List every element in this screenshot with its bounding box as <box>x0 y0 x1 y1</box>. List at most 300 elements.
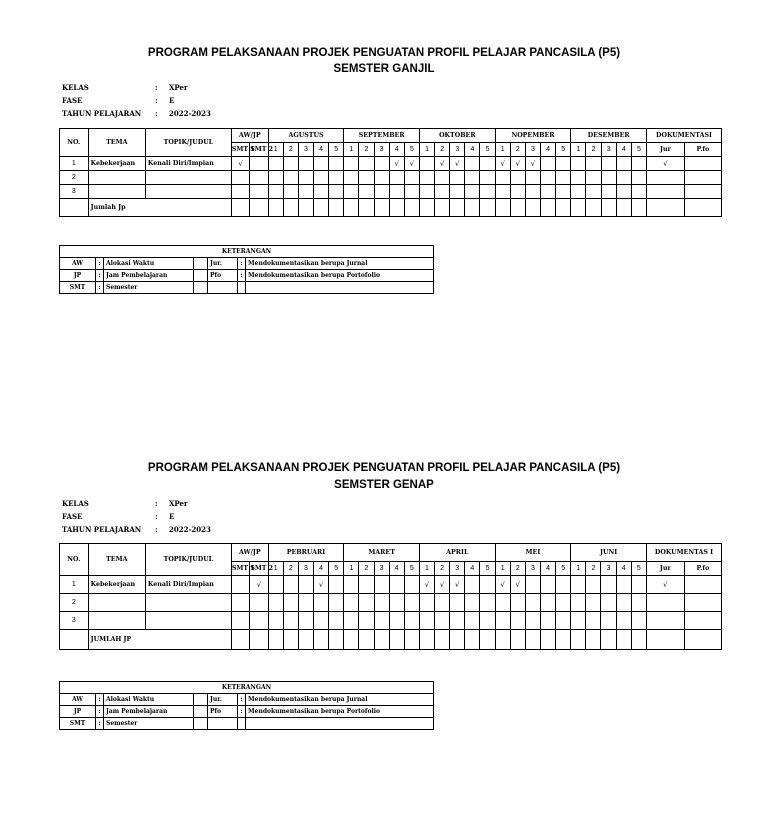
table-row <box>60 157 722 171</box>
row-week-check <box>344 171 359 185</box>
info-row <box>62 107 211 120</box>
header-week: 4 <box>389 143 404 157</box>
row-week-check <box>359 185 374 199</box>
row-week-check <box>631 171 646 185</box>
row-week-check <box>616 185 631 199</box>
row-smt2 <box>250 171 268 185</box>
keterangan-desc: Jam Pembelajaran <box>104 270 194 282</box>
info-block <box>62 81 211 120</box>
row-week-check <box>389 612 404 630</box>
header-week: 5 <box>480 143 495 157</box>
header-week: 2 <box>510 143 525 157</box>
row-week-check <box>314 594 329 612</box>
row-smt2 <box>250 157 268 171</box>
row-jur <box>646 594 684 612</box>
total-cell <box>525 199 540 217</box>
total-cell <box>465 199 480 217</box>
row-week-check <box>465 612 480 630</box>
total-cell <box>571 199 586 217</box>
header-week: 2 <box>435 562 450 576</box>
row-week-check <box>374 185 389 199</box>
total-blank <box>60 630 89 650</box>
info-value: E <box>169 96 175 105</box>
row-week-check <box>450 612 465 630</box>
total-cell <box>435 630 450 650</box>
keterangan-desc2: Mendokumentasikan berupa Jurnal <box>246 694 434 706</box>
row-week-check: √ <box>525 157 540 171</box>
header-week: 5 <box>631 143 646 157</box>
total-blank <box>60 199 89 217</box>
total-cell <box>389 199 404 217</box>
total-cell <box>684 630 721 650</box>
header-week: 4 <box>389 562 404 576</box>
row-week-check <box>344 576 359 594</box>
total-label: Jumlah Jp <box>88 199 231 217</box>
header-dokumentasi: DOKUMENTAS I <box>646 544 721 562</box>
keterangan-abbr: AW <box>60 694 96 706</box>
header-week: 1 <box>419 143 434 157</box>
row-week-check <box>419 185 434 199</box>
row-topik: Kenali Diri/Impian <box>145 576 231 594</box>
header-week: 5 <box>404 143 419 157</box>
row-week-check <box>450 171 465 185</box>
total-row <box>60 199 722 217</box>
row-week-check <box>283 171 298 185</box>
row-week-check <box>314 171 329 185</box>
info-row <box>62 94 211 107</box>
info-row <box>62 523 211 536</box>
row-week-check <box>450 594 465 612</box>
row-week-check <box>435 612 450 630</box>
page-subtitle: SEMSTER GANJIL <box>333 63 435 75</box>
info-label: KELAS <box>62 83 89 92</box>
keterangan-colon: : <box>96 706 104 718</box>
row-week-check <box>556 157 571 171</box>
row-week-check <box>435 594 450 612</box>
info-row <box>62 510 211 523</box>
total-cell <box>601 630 616 650</box>
row-week-check <box>298 157 313 171</box>
header-week: 4 <box>465 562 480 576</box>
row-week-check <box>435 185 450 199</box>
total-cell <box>419 630 434 650</box>
table-row <box>60 171 722 185</box>
row-week-check <box>419 594 434 612</box>
row-week-check <box>541 157 556 171</box>
total-cell <box>329 199 344 217</box>
row-week-check <box>374 576 389 594</box>
info-value: XPer <box>169 83 188 92</box>
row-week-check <box>374 157 389 171</box>
header-week: 1 <box>571 143 586 157</box>
keterangan-desc2: Mendokumentasikan berupa Portofolio <box>246 706 434 718</box>
row-topik <box>145 185 231 199</box>
row-week-check <box>344 594 359 612</box>
keterangan-abbr: AW <box>60 258 96 270</box>
row-week-check <box>510 612 525 630</box>
keterangan-colon: : <box>96 282 104 294</box>
total-cell <box>480 199 495 217</box>
row-tema <box>88 612 145 630</box>
row-week-check <box>450 185 465 199</box>
keterangan-title: KETERANGAN <box>60 246 434 258</box>
header-smt2: SMT 2 <box>250 143 268 157</box>
row-week-check <box>329 612 344 630</box>
row-tema <box>88 594 145 612</box>
header-week: 3 <box>374 562 389 576</box>
row-pfo <box>684 576 721 594</box>
header-week: 5 <box>329 143 344 157</box>
keterangan-header <box>60 246 434 258</box>
header-week: 2 <box>359 562 374 576</box>
keterangan-row <box>60 258 434 270</box>
row-week-check <box>616 594 631 612</box>
row-week-check <box>601 576 616 594</box>
schedule-table <box>59 543 722 650</box>
row-week-check: √ <box>314 576 329 594</box>
header-smt1: SMT 1 <box>231 562 249 576</box>
info-row <box>62 81 211 94</box>
header-month: PEBRUARI <box>268 544 344 562</box>
row-week-check <box>404 576 419 594</box>
header-pfo: P.fo <box>684 143 721 157</box>
row-week-check <box>571 157 586 171</box>
total-label: JUMLAH JP <box>88 630 231 650</box>
row-week-check: √ <box>450 157 465 171</box>
row-week-check <box>510 594 525 612</box>
row-pfo <box>684 594 721 612</box>
keterangan-abbr: JP <box>60 270 96 282</box>
total-cell <box>541 199 556 217</box>
header-no: NO. <box>60 129 89 157</box>
row-week-check <box>359 612 374 630</box>
row-no: 1 <box>60 157 89 171</box>
keterangan-row <box>60 282 434 294</box>
header-smt1: SMT 1 <box>231 143 249 157</box>
total-cell <box>314 630 329 650</box>
row-jur: √ <box>647 157 685 171</box>
row-week-check <box>631 612 646 630</box>
row-week-check <box>268 612 283 630</box>
row-topik <box>145 171 231 185</box>
header-month: AGUSTUS <box>268 129 344 143</box>
total-cell <box>359 199 374 217</box>
row-week-check <box>283 576 298 594</box>
row-week-check <box>359 157 374 171</box>
row-week-check <box>601 612 616 630</box>
header-week: 4 <box>540 562 555 576</box>
row-week-check <box>571 171 586 185</box>
header-week: 5 <box>480 562 495 576</box>
total-cell <box>404 199 419 217</box>
table-row <box>60 185 722 199</box>
total-cell <box>616 199 631 217</box>
header-row <box>60 544 722 562</box>
total-cell <box>556 199 571 217</box>
total-cell <box>647 199 685 217</box>
row-smt1 <box>231 612 249 630</box>
header-week: 1 <box>419 562 434 576</box>
row-week-check <box>631 594 646 612</box>
row-no: 1 <box>60 576 89 594</box>
header-week: 2 <box>586 562 601 576</box>
keterangan-colon2 <box>238 282 246 294</box>
row-pfo <box>684 185 721 199</box>
header-week: 3 <box>601 143 616 157</box>
page-subtitle: SEMSTER GENAP <box>334 479 434 491</box>
info-label: FASE <box>62 512 83 521</box>
info-value: 2022-2023 <box>169 525 211 534</box>
row-week-check: √ <box>495 157 510 171</box>
total-cell <box>480 630 495 650</box>
row-week-check: √ <box>435 576 450 594</box>
keterangan-spacer <box>194 694 208 706</box>
keterangan-abbr2: Pfo <box>208 270 238 282</box>
row-week-check <box>359 576 374 594</box>
row-week-check: √ <box>450 576 465 594</box>
keterangan-row <box>60 694 434 706</box>
total-cell <box>510 199 525 217</box>
row-topik: Kenali Diri/Impian <box>145 157 231 171</box>
row-no: 3 <box>60 185 89 199</box>
header-week: 3 <box>298 143 313 157</box>
row-week-check: √ <box>404 157 419 171</box>
header-week: 3 <box>298 562 313 576</box>
row-week-check <box>586 157 601 171</box>
row-tema: Kebekerjaan <box>88 157 145 171</box>
total-cell <box>283 199 298 217</box>
total-cell <box>231 630 249 650</box>
keterangan-table <box>59 681 434 730</box>
total-cell <box>344 199 359 217</box>
header-topik: TOPIK/JUDUL <box>145 544 231 576</box>
row-week-check <box>404 171 419 185</box>
row-week-check <box>283 185 298 199</box>
row-week-check <box>329 157 344 171</box>
header-week: 3 <box>450 562 465 576</box>
row-week-check <box>525 594 540 612</box>
row-week-check <box>298 594 313 612</box>
info-value: 2022-2023 <box>169 109 211 118</box>
row-week-check <box>540 576 555 594</box>
row-week-check <box>556 594 571 612</box>
row-week-check <box>601 185 616 199</box>
row-tema <box>88 185 145 199</box>
row-week-check <box>268 157 283 171</box>
row-week-check: √ <box>495 576 510 594</box>
row-week-check <box>586 185 601 199</box>
header-week: 5 <box>404 562 419 576</box>
total-cell <box>631 199 646 217</box>
row-week-check <box>480 612 495 630</box>
row-week-check <box>329 594 344 612</box>
row-week-check <box>419 171 434 185</box>
row-week-check <box>556 185 571 199</box>
header-week: 2 <box>435 143 450 157</box>
keterangan-desc: Alokasi Waktu <box>104 258 194 270</box>
header-week: 4 <box>616 143 631 157</box>
row-week-check <box>540 612 555 630</box>
row-topik <box>145 594 231 612</box>
keterangan-row <box>60 718 434 730</box>
row-week-check <box>465 185 480 199</box>
row-week-check <box>616 157 631 171</box>
info-block <box>62 497 211 536</box>
total-cell <box>435 199 450 217</box>
header-topik: TOPIK/JUDUL <box>145 129 231 157</box>
row-smt1 <box>231 594 249 612</box>
total-cell <box>283 630 298 650</box>
total-cell <box>374 630 389 650</box>
row-week-check <box>601 171 616 185</box>
row-week-check <box>480 185 495 199</box>
header-week: 4 <box>541 143 556 157</box>
row-week-check <box>298 612 313 630</box>
row-jur: √ <box>646 576 684 594</box>
row-week-check <box>541 185 556 199</box>
page-title: PROGRAM PELAKSANAAN PROJEK PENGUATAN PROFIL PELAJAR PANCASILA (P5) <box>147 47 621 59</box>
keterangan-colon2: : <box>238 694 246 706</box>
schedule-table <box>59 128 722 217</box>
row-week-check <box>616 171 631 185</box>
row-week-check <box>601 594 616 612</box>
keterangan-abbr2 <box>208 282 238 294</box>
header-month: JUNI <box>571 544 647 562</box>
row-week-check <box>495 594 510 612</box>
header-week: 2 <box>510 562 525 576</box>
total-cell <box>586 630 601 650</box>
info-value: E <box>169 512 175 521</box>
header-month: SEPTEMBER <box>344 129 420 143</box>
row-tema: Kebekerjaan <box>88 576 145 594</box>
row-week-check <box>283 612 298 630</box>
row-week-check <box>480 157 495 171</box>
header-week: 1 <box>344 143 359 157</box>
row-week-check <box>404 594 419 612</box>
keterangan-abbr: SMT <box>60 282 96 294</box>
row-jur <box>647 185 685 199</box>
keterangan-spacer <box>194 718 208 730</box>
header-awjp: AW/JP <box>231 129 268 143</box>
total-cell <box>525 630 540 650</box>
header-week: 3 <box>525 143 540 157</box>
row-week-check <box>571 185 586 199</box>
keterangan-spacer <box>194 270 208 282</box>
keterangan-desc2: Mendokumentasikan berupa Jurnal <box>246 258 434 270</box>
row-jur <box>647 171 685 185</box>
total-cell <box>314 199 329 217</box>
row-topik <box>145 612 231 630</box>
row-week-check <box>571 576 586 594</box>
keterangan-desc2 <box>246 282 434 294</box>
info-label: TAHUN PELAJARAN <box>62 525 142 534</box>
row-week-check <box>556 612 571 630</box>
total-cell <box>404 630 419 650</box>
keterangan-colon2 <box>238 718 246 730</box>
row-week-check <box>389 594 404 612</box>
page-title: PROGRAM PELAKSANAAN PROJEK PENGUATAN PROFIL PELAJAR PANCASILA (P5) <box>147 462 621 474</box>
row-smt1: √ <box>231 157 249 171</box>
keterangan-abbr2: Jur. <box>208 258 238 270</box>
keterangan-spacer <box>194 282 208 294</box>
row-week-check <box>344 157 359 171</box>
row-week-check <box>419 157 434 171</box>
keterangan-colon: : <box>96 270 104 282</box>
row-week-check <box>404 185 419 199</box>
row-week-check <box>329 576 344 594</box>
total-cell <box>389 630 404 650</box>
row-tema <box>88 171 145 185</box>
total-cell <box>495 630 510 650</box>
total-cell <box>298 199 313 217</box>
total-cell <box>571 630 586 650</box>
row-week-check <box>329 171 344 185</box>
row-week-check <box>344 612 359 630</box>
row-week-check <box>268 171 283 185</box>
row-no: 2 <box>60 594 89 612</box>
row-week-check <box>465 171 480 185</box>
row-week-check <box>480 576 495 594</box>
header-week: 5 <box>329 562 344 576</box>
keterangan-colon2: : <box>238 258 246 270</box>
row-week-check <box>510 171 525 185</box>
total-cell <box>495 199 510 217</box>
info-colon: : <box>155 83 158 92</box>
row-week-check <box>283 157 298 171</box>
header-week: 1 <box>344 562 359 576</box>
header-week: 1 <box>268 143 283 157</box>
keterangan-abbr2: Pfo <box>208 706 238 718</box>
keterangan-abbr2: Jur. <box>208 694 238 706</box>
row-week-check <box>571 612 586 630</box>
total-cell <box>616 630 631 650</box>
header-week: 4 <box>616 562 631 576</box>
header-week: 2 <box>359 143 374 157</box>
row-week-check <box>389 576 404 594</box>
info-value: XPer <box>169 499 188 508</box>
row-week-check <box>525 185 540 199</box>
keterangan-desc2: Mendokumentasikan berupa Portofolio <box>246 270 434 282</box>
total-cell <box>250 199 268 217</box>
total-cell <box>419 199 434 217</box>
row-week-check <box>480 171 495 185</box>
row-week-check <box>359 594 374 612</box>
info-label: TAHUN PELAJARAN <box>62 109 142 118</box>
total-cell <box>510 630 525 650</box>
row-week-check <box>601 157 616 171</box>
keterangan-desc: Alokasi Waktu <box>104 694 194 706</box>
row-week-check <box>435 171 450 185</box>
row-week-check <box>268 576 283 594</box>
header-month: DESEMBER <box>571 129 647 143</box>
row-week-check <box>571 594 586 612</box>
table-row <box>60 594 722 612</box>
header-week: 1 <box>268 562 283 576</box>
row-week-check <box>298 576 313 594</box>
header-week: 5 <box>556 143 571 157</box>
total-cell <box>631 630 646 650</box>
row-week-check <box>616 576 631 594</box>
keterangan-colon2: : <box>238 706 246 718</box>
keterangan-abbr2 <box>208 718 238 730</box>
header-tema: TEMA <box>88 129 145 157</box>
header-week: 5 <box>556 562 571 576</box>
row-week-check <box>541 171 556 185</box>
row-week-check <box>404 612 419 630</box>
row-jur <box>646 612 684 630</box>
row-week-check <box>283 594 298 612</box>
keterangan-row <box>60 706 434 718</box>
